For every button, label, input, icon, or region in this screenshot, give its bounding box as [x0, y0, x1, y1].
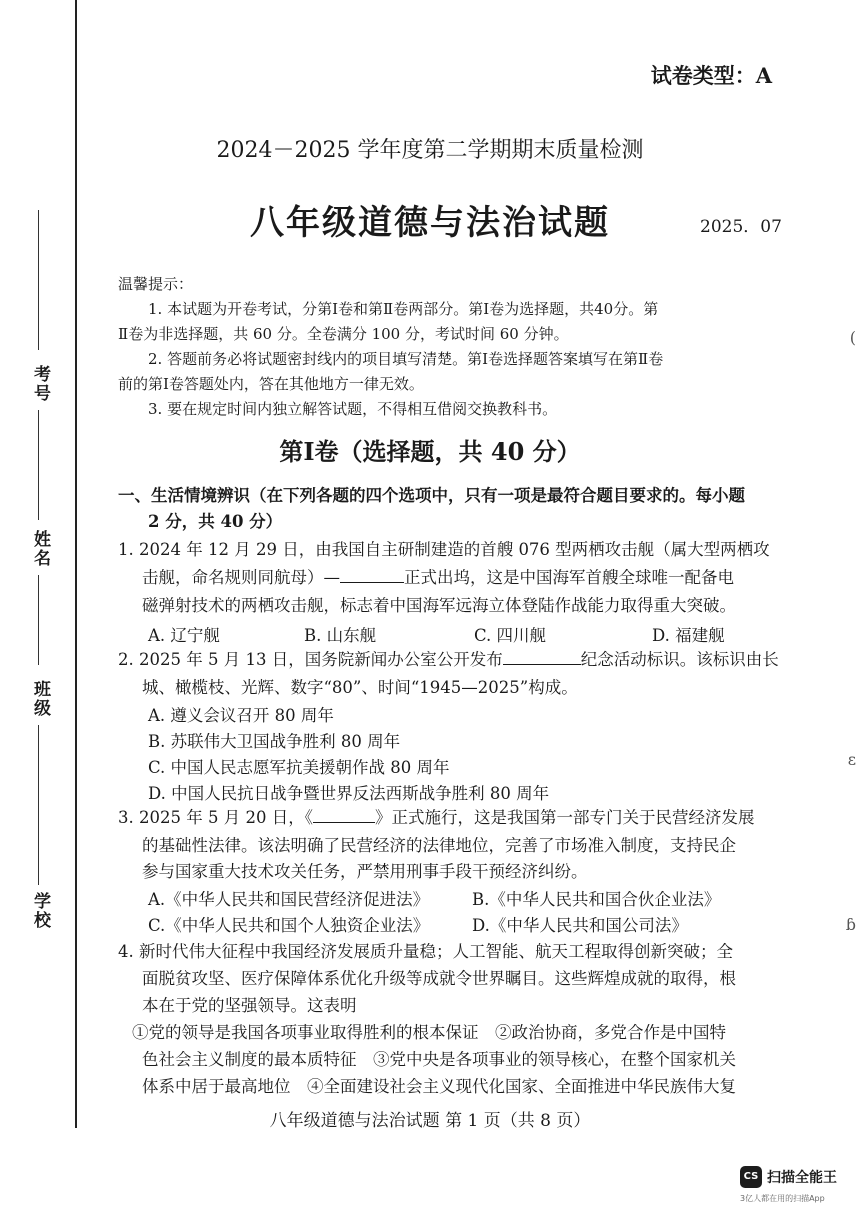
option-a: A.《中华人民共和国民营经济促进法》	[148, 890, 430, 909]
exam-no-label: 考号	[30, 365, 50, 403]
question-2-line: 城、橄榄枝、光辉、数字“80”、时间“1945—2025”构成。	[142, 678, 578, 697]
option-a: A. 遵义会议召开 80 周年	[148, 706, 334, 725]
section-title: 第Ⅰ卷（选择题，共 40 分）	[279, 437, 581, 466]
option-a: A. 辽宁舰	[148, 626, 220, 645]
term-title: 2024－2025 学年度第二学期期末质量检测	[216, 138, 644, 163]
binding-line	[75, 0, 77, 1128]
question-3-line: 参与国家重大技术攻关任务，严禁用刑事手段干预经济纠纷。	[142, 862, 588, 881]
edge-mark: ɓ	[845, 915, 856, 934]
part-heading: 一、生活情境辨识（在下列各题的四个选项中，只有一项是最符合题目要求的。每小题	[118, 486, 745, 505]
option-d: D.《中华人民共和国公司法》	[472, 916, 688, 935]
exam-date: 2025．07	[700, 217, 782, 237]
watermark-app-name: 扫描全能王	[767, 1170, 837, 1186]
question-1-line: 击舰，命名规则同航母）— 正式出坞，这是中国海军首艘全球唯一配备电	[142, 568, 734, 587]
answer-blank	[313, 806, 375, 823]
tip-line: Ⅱ卷为非选择题，共 60 分。全卷满分 100 分，考试时间 60 分钟。	[118, 325, 569, 343]
edge-mark: (	[849, 328, 856, 347]
class-label: 班级	[30, 680, 50, 718]
school-label: 学校	[30, 892, 50, 930]
answer-blank	[340, 566, 404, 583]
question-1-line: 磁弹射技术的两栖攻击舰，标志着中国海军远海立体登陆作战能力取得重大突破。	[142, 596, 736, 615]
tips-heading: 温馨提示：	[118, 275, 194, 293]
option-d: D. 中国人民抗日战争暨世界反法西斯战争胜利 80 周年	[148, 784, 550, 803]
option-c: C.《中华人民共和国个人独资企业法》	[148, 916, 430, 935]
option-d: D. 福建舰	[652, 626, 725, 645]
question-4-line: ①党的领导是我国各项事业取得胜利的根本保证 ②政治协商，多党合作是中国特	[132, 1023, 726, 1042]
tip-line: 3. 要在规定时间内独立解答试题，不得相互借阅交换教科书。	[148, 400, 558, 418]
question-4-line: 体系中居于最高地位 ④全面建设社会主义现代化国家、全面推进中华民族伟大复	[142, 1077, 736, 1096]
paper-type: 试卷类型：A	[650, 63, 772, 88]
option-c: C. 四川舰	[474, 626, 547, 645]
question-1-line: 1. 2024 年 12 月 29 日，由我国自主研制建造的首艘 076 型两栖攻击舰（属大型两栖攻	[118, 540, 770, 559]
tip-line: 2. 答题前务必将试题密封线内的项目填写清楚。第Ⅰ卷选择题答案填写在第Ⅱ卷	[148, 350, 664, 368]
part-heading-cont: 2 分，共 40 分）	[148, 512, 283, 531]
question-2-line: 2. 2025 年 5 月 13 日，国务院新闻办公室公开发布 纪念活动标识。该标识由长	[118, 650, 779, 669]
answer-blank	[503, 648, 581, 665]
name-label: 姓名	[30, 530, 50, 568]
tip-line: 前的第Ⅰ卷答题处内，答在其他地方一律无效。	[118, 375, 424, 393]
question-3-line: 的基础性法律。该法明确了民营经济的法律地位，完善了市场准入制度，支持民企	[142, 836, 736, 855]
question-4-line: 本在于党的坚强领导。这表明	[142, 996, 357, 1015]
question-4-line: 4. 新时代伟大征程中我国经济发展质升量稳；人工智能、航天工程取得创新突破；全	[118, 942, 733, 961]
page-title: 八年级道德与法治试题	[250, 203, 610, 243]
option-c: C. 中国人民志愿军抗美援朝作战 80 周年	[148, 758, 450, 777]
question-4-line: 色社会主义制度的最本质特征 ③党中央是各项事业的领导核心，在整个国家机关	[142, 1050, 736, 1069]
edge-mark: ɛ	[847, 750, 856, 769]
class-line	[38, 575, 39, 665]
school-line	[38, 725, 39, 885]
option-b: B. 苏联伟大卫国战争胜利 80 周年	[148, 732, 401, 751]
tip-line: 1. 本试题为开卷考试，分第Ⅰ卷和第Ⅱ卷两部分。第Ⅰ卷为选择题，共40分。第	[148, 300, 659, 318]
question-3-line: 3. 2025 年 5 月 20 日，《 》正式施行，这是我国第一部专门关于民营经济发展	[118, 808, 755, 827]
question-4-line: 面脱贫攻坚、医疗保障体系优化升级等成就令世界瞩目。这些辉煌成就的取得，根	[142, 969, 736, 988]
page-footer: 八年级道德与法治试题 第 1 页（共 8 页）	[269, 1111, 591, 1131]
scanner-logo-icon: CS	[740, 1166, 762, 1188]
option-b: B.《中华人民共和国合伙企业法》	[472, 890, 721, 909]
option-b: B. 山东舰	[304, 626, 377, 645]
watermark-tagline: 3亿人都在用的扫描App	[740, 1194, 825, 1203]
